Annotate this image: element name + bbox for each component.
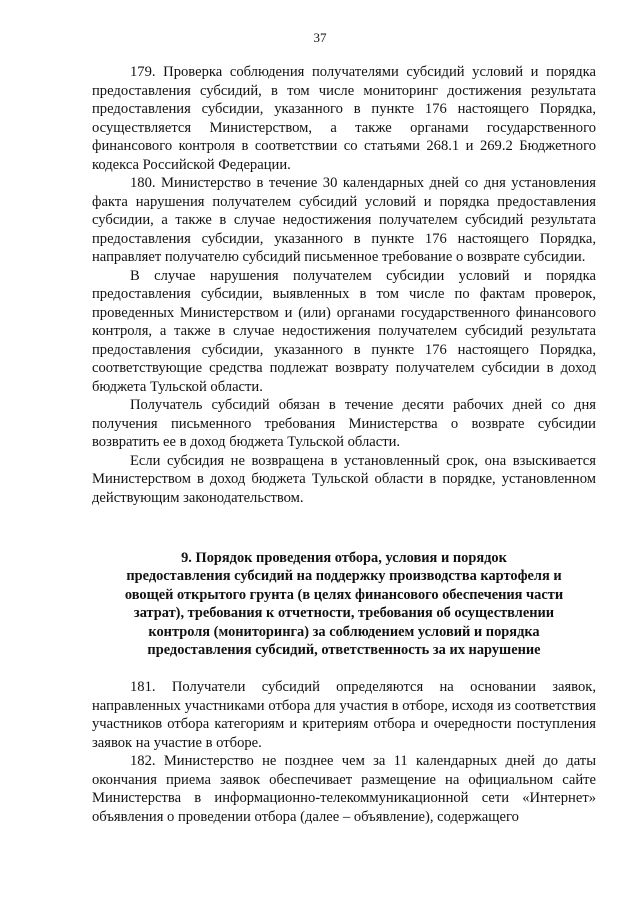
body-text-bottom — [92, 678, 596, 826]
paragraph-181: 181. Получатели субсидий определяются на основании заявок, направленных участниками отбора для участия в отборе, исходя из соответствия участников отбора категориям и критериям отбора и очередности поступления заявок на участие в отборе. — [92, 679, 596, 751]
heading-line: предоставления субсидий на поддержку производства картофеля и — [126, 568, 562, 585]
paragraph-recovery: Если субсидия не возвращена в установленный срок, она взыскивается Министерством в доход бюджета Тульской области в порядке, установленном действующим законодательством. — [92, 452, 596, 506]
body-text-top — [92, 63, 596, 507]
heading-line: затрат), требования к отчетности, требования об осуществлении — [133, 605, 555, 622]
paragraph-182: 182. Министерство не позднее чем за 11 календарных дней до даты окончания приема заявок обеспечивает размещение на официальном сайте Министерства в информационно-телекоммуникационной сети «Интернет» объявления о проведении отбора (далее – объявление), содержащего — [92, 753, 596, 825]
heading-line: предоставления субсидий, ответственность за их нарушение — [147, 642, 541, 659]
heading-line: контроля (мониторинга) за соблюдением условий и порядка — [148, 623, 540, 640]
heading-line: овощей открытого грунта (в целях финансового обеспечения части — [124, 586, 564, 603]
paragraph-refund-deadline: Получатель субсидий обязан в течение десяти рабочих дней со дня получения письменного требования Министерства о возврате субсидии возвратить ее в доход бюджета Тульской области. — [92, 397, 596, 450]
page-number: 37 — [313, 30, 327, 45]
heading-line: 9. Порядок проведения отбора, условия и порядок — [181, 550, 507, 566]
paragraph-179: 179. Проверка соблюдения получателями субсидий условий и порядка предоставления субсидий, в том числе мониторинг достижения результата предоставления субсидии, указанного в пункте 176 настоящего Порядка, осуществляется Министерством, а также органами государственного финансового контроля в соответствии со статьями 268.1 и 269.2 Бюджетного кодекса Российской Федерации. — [92, 64, 596, 173]
paragraph-180: 180. Министерство в течение 30 календарных дней со дня установления факта нарушения получателем субсидий условий и порядка предоставления субсидии, а также в случае недостижения получателем субсидий результата предоставления субсидии, указанного в пункте 176 настоящего Порядка, направляет получателю субсидий письменное требование о возврате субсидии. — [92, 175, 596, 265]
paragraph-violation: В случае нарушения получателем субсидии условий и порядка предоставления субсидии, выявленных в том числе по фактам проверок, проведенных Министерством и (или) органами государственного финансового контроля, а также в случае недостижения получателем субсидий результата предоставления субсидии, указанного в пункте 176 настоящего Порядка, соответствующие средства подлежат возврату получателем субсидии в доход бюджета Тульской области. — [92, 267, 596, 395]
section-heading — [96, 549, 592, 659]
